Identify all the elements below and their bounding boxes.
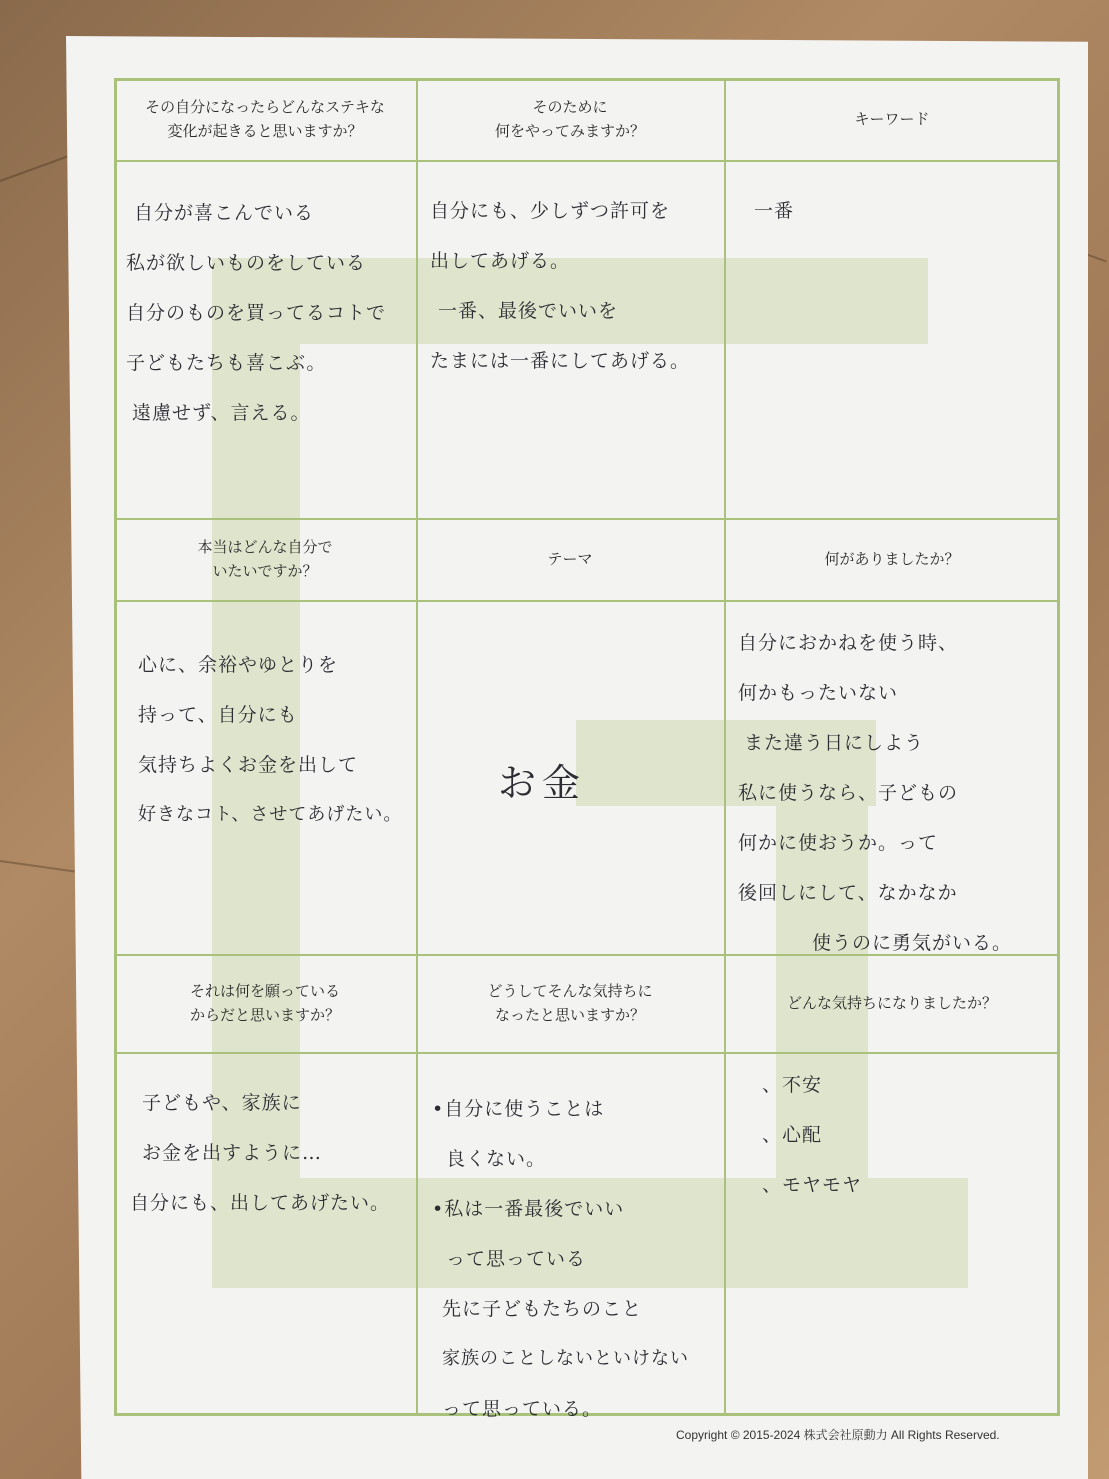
copyright-notice: Copyright © 2015-2024 株式会社原動力 All Rights Reserved. <box>676 1428 1000 1442</box>
header-what-happened: 何がありましたか？ <box>824 550 960 568</box>
handwritten-line: 心に、余裕やゆとりを <box>138 654 339 676</box>
handwritten-line: 自分にも、出してあげたい。 <box>130 1192 391 1214</box>
handwritten-line: 使うのに勇気がいる。 <box>812 932 1013 954</box>
handwritten-line: 一番、最後でいいを <box>438 300 619 322</box>
header-keyword: キーワード <box>854 110 930 128</box>
worksheet-grid <box>114 78 1060 1420</box>
handwritten-line: また違う日にしよう <box>744 732 925 754</box>
answer-keyword <box>754 186 794 236</box>
handwritten-line: お金を出すように… <box>142 1142 323 1164</box>
handwritten-line: 自分が喜こんでいる <box>134 202 315 224</box>
handwritten-line: 家族のことしないといけない <box>442 1348 689 1369</box>
grid-divider <box>114 600 1060 602</box>
handwritten-line: 何かに使おうか。って <box>738 832 939 854</box>
handwritten-line: 、モヤモヤ <box>762 1174 863 1196</box>
header-action: そのために 何をやってみますか？ <box>494 98 645 140</box>
header-wish: それは何を願っている からだと思いますか？ <box>189 982 340 1024</box>
answer-feeling <box>762 1060 862 1210</box>
answer-what-happened <box>738 618 1012 968</box>
handwritten-line: 先に子どもたちのこと <box>442 1298 643 1320</box>
grid-divider <box>114 1052 1060 1054</box>
handwritten-line: 後回しにして、なかなか <box>738 882 958 904</box>
handwritten-line: •私は一番最後でいい <box>432 1198 625 1220</box>
header-theme: テーマ <box>547 550 593 568</box>
floor-board-line <box>0 153 76 182</box>
handwritten-line: 子どもや、家族に <box>142 1092 302 1114</box>
grid-divider <box>724 78 726 1416</box>
handwritten-line: 自分におかねを使う時、 <box>738 632 959 654</box>
handwritten-line: 私が欲しいものをしている <box>126 252 367 274</box>
answer-wish <box>130 1078 390 1228</box>
answer-change <box>126 188 386 438</box>
grid-divider <box>114 160 1060 162</box>
handwritten-line: 良くない。 <box>446 1148 547 1170</box>
handwritten-line: たまには一番にしてあげる。 <box>430 350 691 372</box>
handwritten-line: 私に使うなら、子どもの <box>738 782 959 804</box>
handwritten-line: 子どもたちも喜こぶ。 <box>126 352 327 374</box>
grid-divider <box>416 78 418 1416</box>
handwritten-line: 、心配 <box>762 1124 823 1146</box>
handwritten-line: って思っている <box>446 1248 587 1270</box>
answer-ideal-self <box>138 640 402 840</box>
handwritten-line: って思っている。 <box>442 1398 603 1420</box>
header-change: その自分になったらどんなステキな 変化が起きると思いますか？ <box>145 98 385 140</box>
handwritten-line: 遠慮せず、言える。 <box>132 402 311 424</box>
handwritten-line: 何かもったいない <box>738 682 899 704</box>
handwritten-line: 持って、自分にも <box>138 704 298 726</box>
header-ideal-self: 本当はどんな自分で いたいですか？ <box>197 538 333 580</box>
answer-theme: お金 <box>498 761 587 805</box>
handwritten-line: 出してあげる。 <box>430 250 571 272</box>
header-feeling: どんな気持ちになりましたか？ <box>786 994 997 1012</box>
handwritten-line: 自分にも、少しずつ許可を <box>430 200 671 222</box>
handwritten-line: •自分に使うことは <box>432 1098 605 1120</box>
handwritten-line: 気持ちよくお金を出して <box>138 754 359 776</box>
header-why-feeling: どうしてそんな気持ちに なったと思いますか？ <box>487 982 653 1024</box>
handwritten-line: 一番 <box>754 200 795 222</box>
handwritten-line: 自分のものを買ってるコトで <box>126 302 387 324</box>
handwritten-line: 好きなコト、させてあげたい。 <box>138 804 403 825</box>
answer-why-feeling <box>432 1084 689 1434</box>
answer-action <box>430 186 690 386</box>
handwritten-line: 、不安 <box>762 1074 823 1096</box>
floor-board-line <box>0 860 79 873</box>
